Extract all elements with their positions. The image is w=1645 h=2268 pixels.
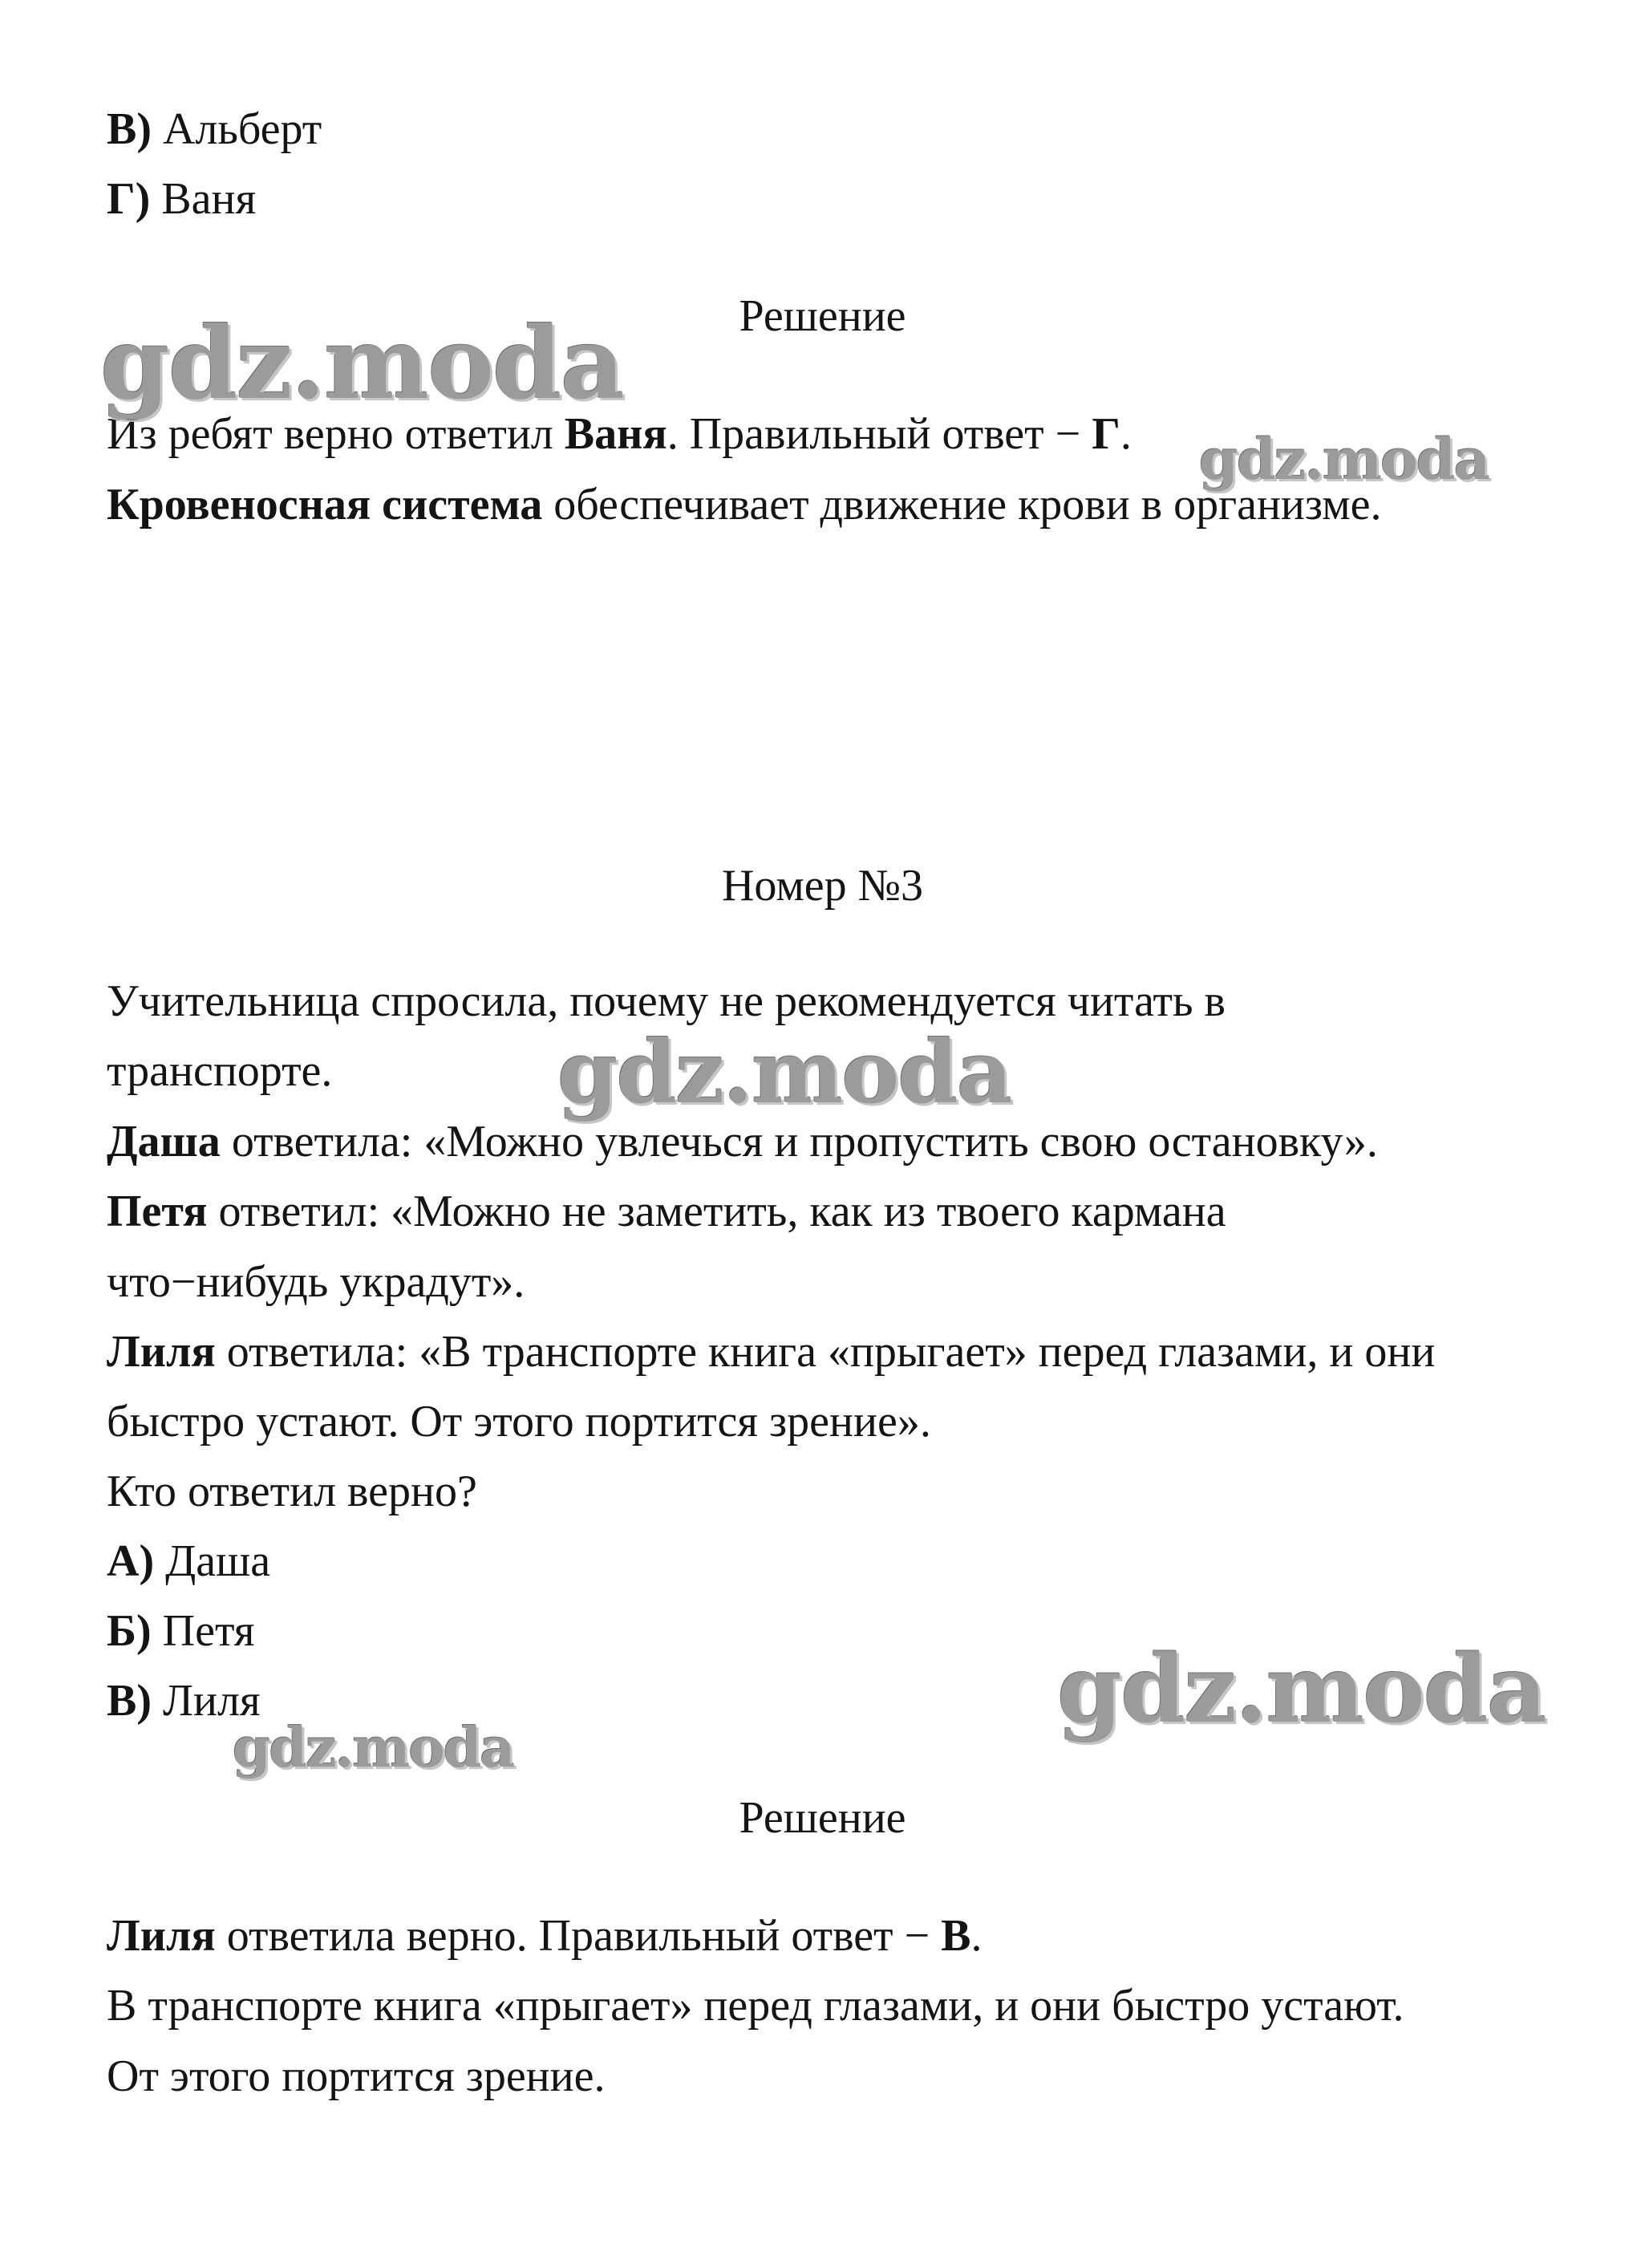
watermark-logo: gdz.moda <box>100 306 623 422</box>
answer-letter: В <box>941 1911 971 1961</box>
solution-line <box>107 482 1382 527</box>
option-letter: В) <box>107 1676 152 1726</box>
watermark-logo: gdz.moda <box>1199 426 1489 493</box>
term: Кровеносная система <box>107 480 543 529</box>
answer-letter: Г <box>1092 409 1120 459</box>
option-text: Альберт <box>152 104 322 154</box>
solution-heading: Решение <box>739 291 906 341</box>
answer-name: Ваня <box>564 409 667 459</box>
text: . <box>1120 409 1132 459</box>
solution-heading: Решение <box>739 1793 906 1843</box>
watermark-logo: gdz.moda <box>557 1022 1011 1123</box>
task-heading: Номер №3 <box>721 861 924 911</box>
answer-lilya <box>107 1327 1436 1377</box>
answer-dasha <box>107 1119 1378 1164</box>
option-v <box>107 104 322 154</box>
option-text: Даша <box>154 1536 271 1586</box>
answer-petya-cont: что−нибудь украдут». <box>107 1257 525 1307</box>
option-text: Лиля <box>152 1676 261 1726</box>
option-g <box>107 174 257 224</box>
solution-line <box>107 1911 983 1961</box>
answer-lilya-cont: быстро устают. От этого портится зрение». <box>107 1397 931 1446</box>
answer-petya <box>107 1189 1226 1234</box>
option-letter: В) <box>107 104 152 154</box>
answer-name: Лиля <box>107 1911 216 1961</box>
option-a <box>107 1536 271 1586</box>
text: обеспечивает движение крови в организме. <box>542 480 1382 529</box>
student-name: Даша <box>107 1117 221 1166</box>
option-text: Ваня <box>150 174 257 224</box>
option-letter: Г) <box>107 174 151 224</box>
watermark-logo: gdz.moda <box>233 1716 514 1780</box>
watermark-logo: gdz.moda <box>1057 1635 1546 1744</box>
question: Кто ответил верно? <box>107 1467 477 1516</box>
option-text: Петя <box>151 1606 255 1656</box>
answer-text: ответил: «Можно не заметить, как из твоего кармана <box>207 1187 1226 1236</box>
solution-line: От этого портится зрение. <box>107 2051 606 2101</box>
answer-text: ответила: «Можно увлечься и пропустить свою остановку». <box>220 1117 1378 1166</box>
question-line: транспорте. <box>107 1046 333 1096</box>
option-letter: Б) <box>107 1606 152 1656</box>
answer-text: ответила: «В транспорте книга «прыгает» перед глазами, и они <box>215 1327 1436 1377</box>
solution-line: В транспорте книга «прыгает» перед глазами, и они быстро устают. <box>107 1981 1404 2031</box>
option-letter: А) <box>107 1536 155 1586</box>
text: ответила верно. Правильный ответ − <box>215 1911 942 1961</box>
option-b <box>107 1606 255 1656</box>
question-line: Учительница спросила, почему не рекомендуется читать в <box>107 976 1226 1026</box>
text: Из ребят верно ответил <box>107 409 565 459</box>
student-name: Лиля <box>107 1327 216 1377</box>
text: . <box>970 1911 983 1961</box>
text: . Правильный ответ − <box>667 409 1092 459</box>
student-name: Петя <box>107 1187 208 1236</box>
